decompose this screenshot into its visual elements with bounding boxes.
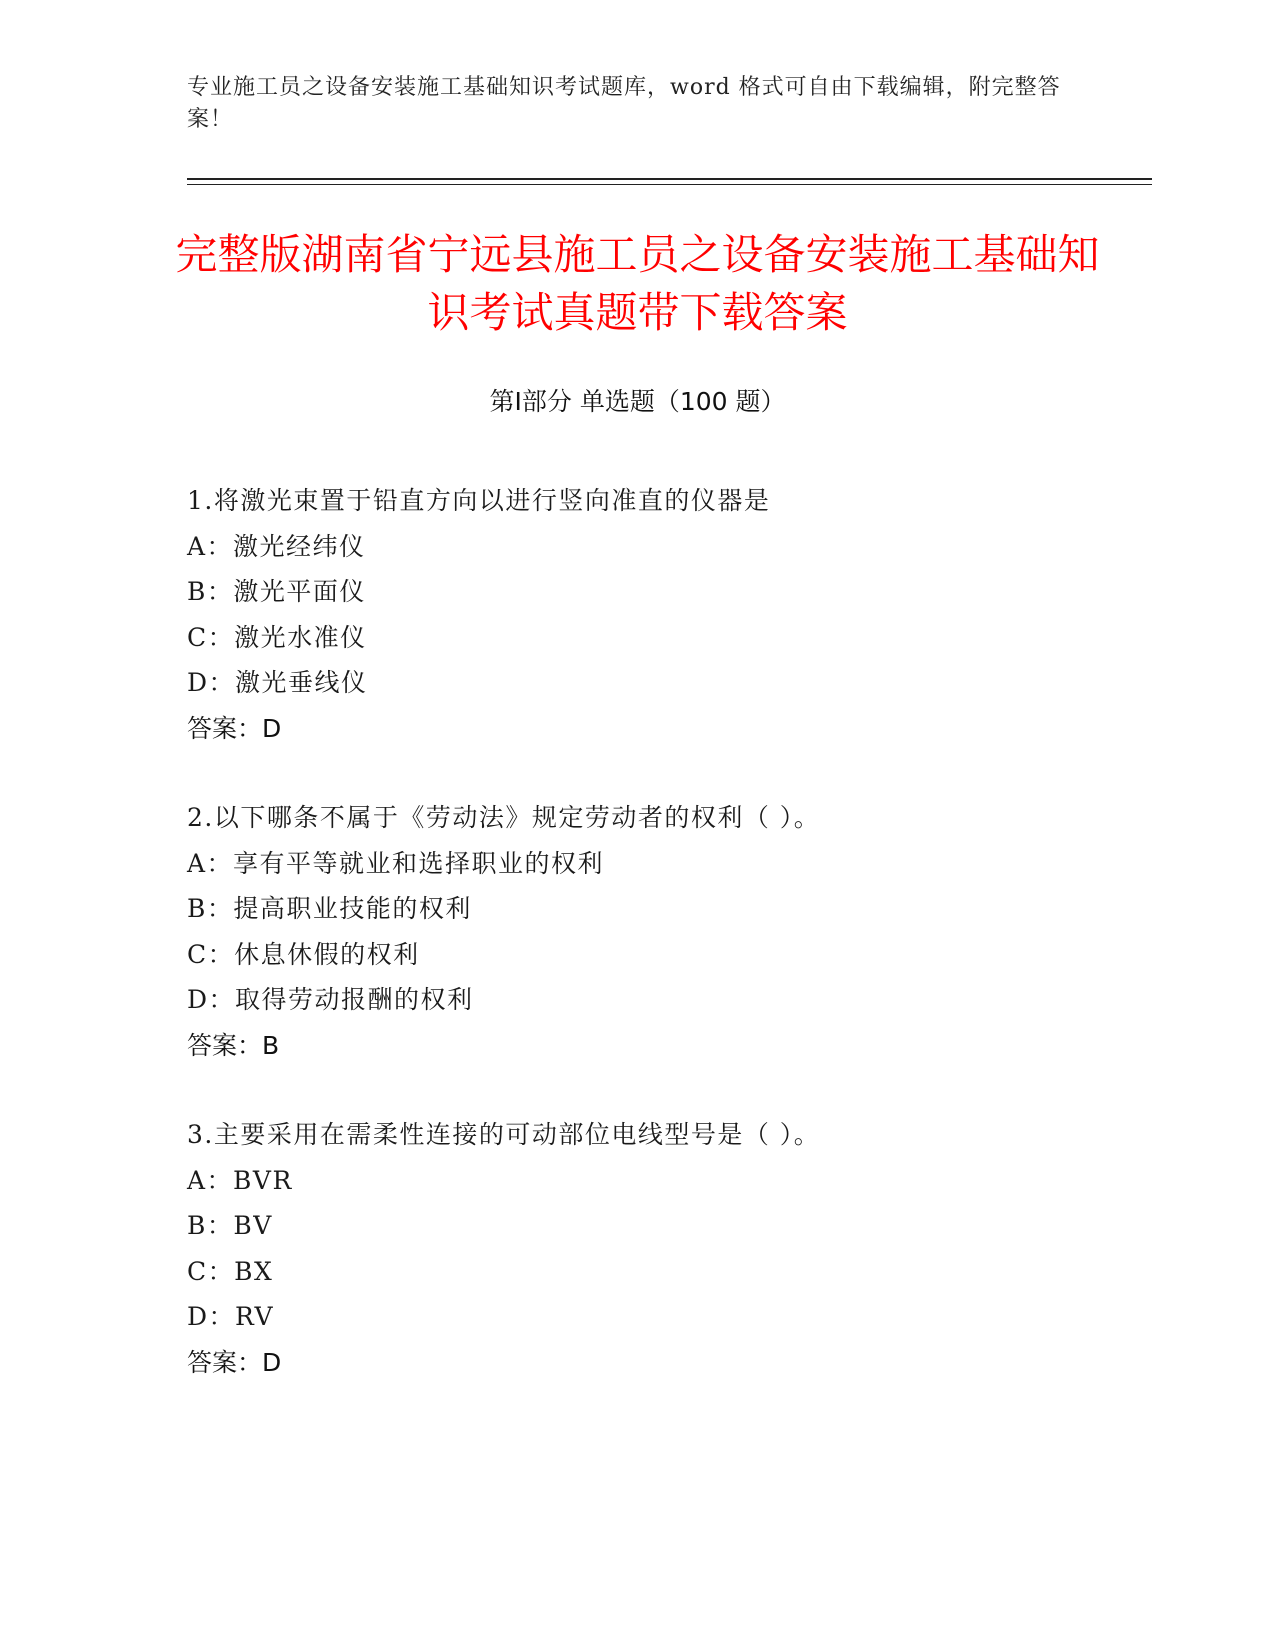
option-d: D：取得劳动报酬的权利 [187,985,474,1014]
option-c: C：休息休假的权利 [187,939,420,969]
option-a: A：激光经纬仪 [187,531,366,561]
answer: 答案：B [187,1030,280,1060]
question-2 [187,795,1147,1068]
question-list [187,478,1147,1429]
question-3 [187,1112,1147,1385]
question-stem: 2.以下哪条不属于《劳动法》规定劳动者的权利（ ）。 [187,803,821,832]
option-d: D：RV [187,1302,275,1331]
question-stem: 3.主要采用在需柔性连接的可动部位电线型号是（ ）。 [187,1120,821,1149]
option-b: B：提高职业技能的权利 [187,894,472,923]
option-c: C：激光水准仪 [187,622,367,652]
document-title: 完整版湖南省宁远县施工员之设备安装施工基础知识考试真题带下载答案 [175,230,1100,337]
answer: 答案：D [187,1347,282,1377]
option-a: A：BVR [187,1165,293,1195]
option-a: A：享有平等就业和选择职业的权利 [187,848,605,878]
option-b: B：激光平面仪 [187,577,366,606]
header-divider-thin [187,184,1152,185]
option-c: C：BX [187,1256,274,1286]
header-note: 专业施工员之设备安装施工基础知识考试题库，word 格式可自由下载编辑，附完整答案！ [187,75,1061,132]
question-1 [187,478,1147,751]
option-b: B：BV [187,1211,273,1240]
answer: 答案：D [187,713,282,743]
header-divider [187,178,1152,180]
section-heading: 第Ⅰ部分 单选题（100 题） [489,387,786,416]
question-stem: 1.将激光束置于铅直方向以进行竖向准直的仪器是 [187,486,771,515]
option-d: D：激光垂线仪 [187,668,368,697]
